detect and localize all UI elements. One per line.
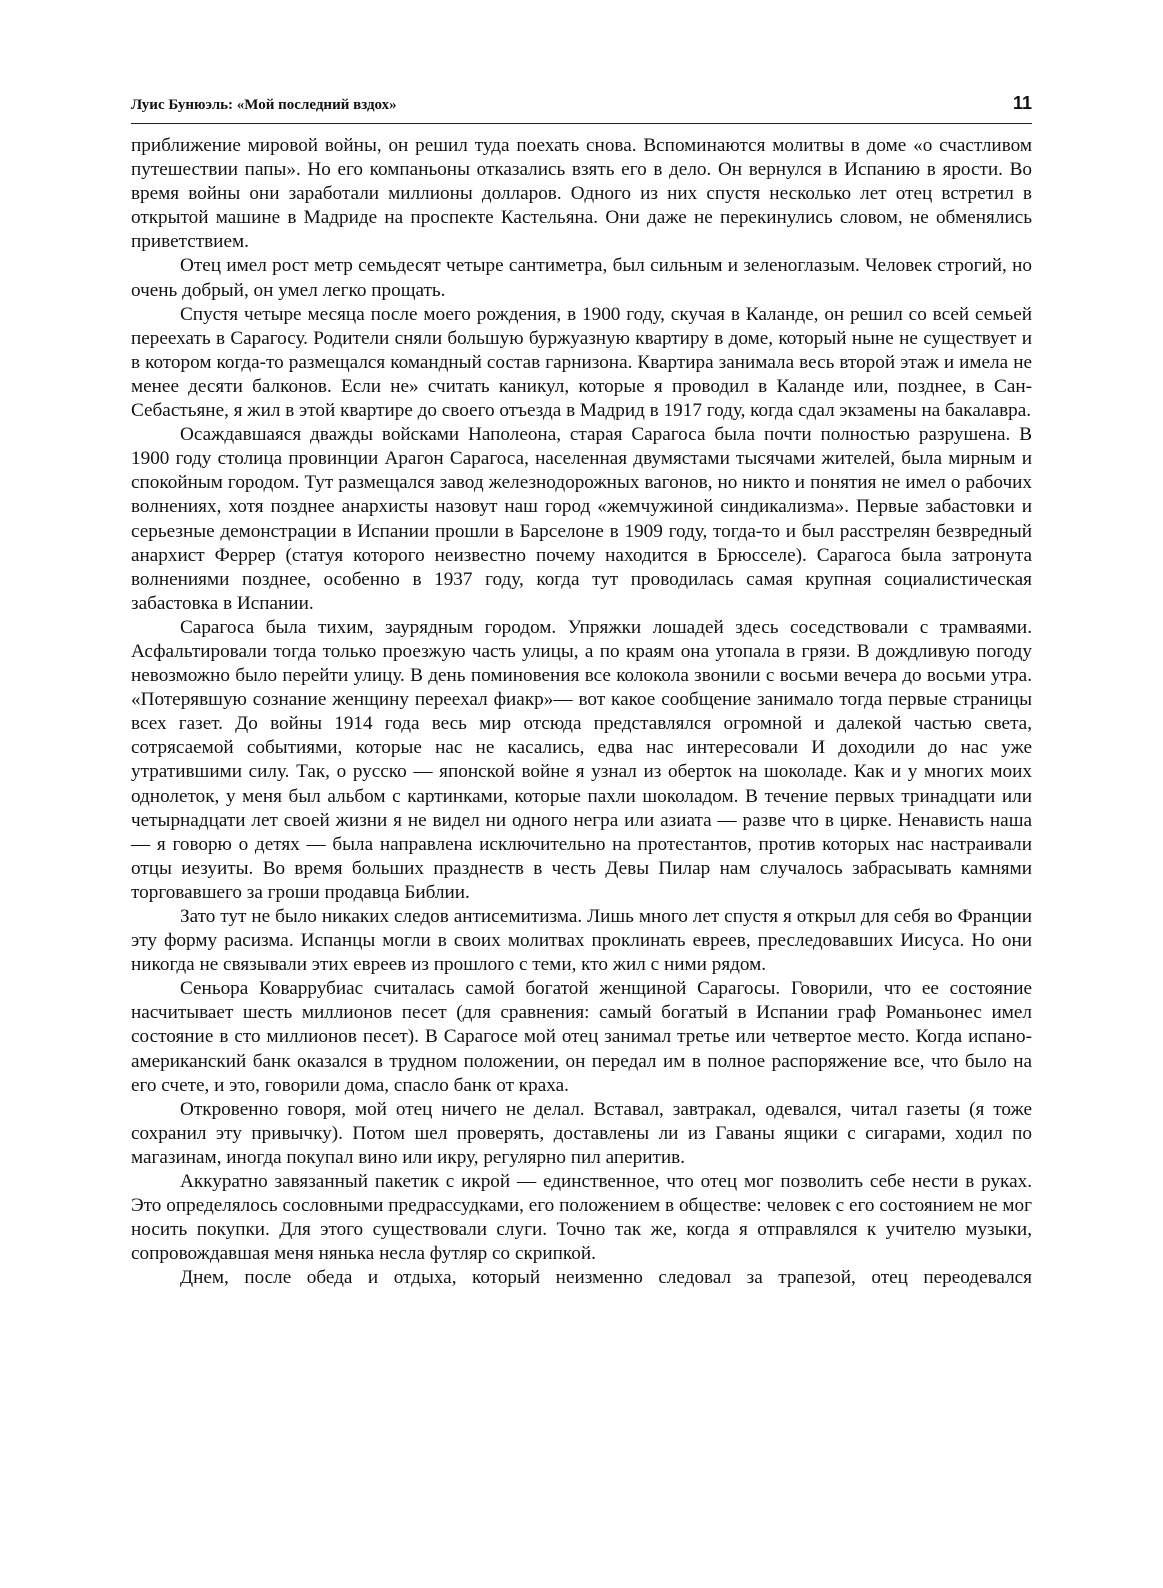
paragraph: Зато тут не было никаких следов антисемитизма. Лишь много лет спустя я открыл для себя во Франции эту форму расизма. Испанцы могли в своих молитвах проклинать евреев, преследовавших Иисуса. Но они никогда не связывали этих евреев из прошлого с теми, кто жил с ними рядом. [131, 906, 1032, 976]
paragraph: Спустя четыре месяца после моего рождения, в 1900 году, скучая в Каланде, он решил со всей семьей переехать в Сарагосу. Родители сняли большую буржуазную квартиру в доме, который ныне не существует и в котором когда-то размещался командный состав гарнизона. Квартира занимала весь второй этаж и имела не менее десяти балконов. Если не» считать каникул, которые я проводил в Каланде или, позднее, в Сан-Себастьяне, я жил в этой квартире до своего отъезда в Мадрид в 1917 году, когда сдал экзамены на бакалавра. [131, 303, 1032, 422]
book-title: Луис Бунюэль: «Мой последний вздох» [131, 97, 397, 113]
body-text [131, 134, 1032, 1291]
paragraph: Отец имел рост метр семьдесят четыре сантиметра, был сильным и зеленоглазым. Человек строгий, но очень добрый, он умел легко прощать. [131, 255, 1032, 301]
running-header [131, 91, 1032, 124]
paragraph: Осаждавшаяся дважды войсками Наполеона, старая Сарагоса была почти полностью разрушена. В 1900 году столица провинции Арагон Сарагоса, населенная двумястами тысячами жителей, была мирным и спокойным городом. Тут размещался завод железнодорожных вагонов, но никто и понятия не имел о рабочих волнениях, хотя позднее анархисты назовут наш город «жемчужиной синдикализма». Первые забастовки и серьезные демонстрации в Испании прошли в Барселоне в 1909 году, тогда-то и был расстрелян безвредный анархист Феррер (статуя которого неизвестно почему находится в Брюсселе). Сарагоса была затронута волнениями позднее, особенно в 1937 году, когда тут проводилась самая крупная социалистическая забастовка в Испании. [131, 424, 1032, 614]
paragraph: Аккуратно завязанный пакетик с икрой — единственное, что отец мог позволить себе нести в руках. Это определялось сословными предрассудками, его положением в обществе: человек с его состоянием не мог носить покупки. Для этого существовали слуги. Точно так же, когда я отправлялся к учителю музыки, сопровождавшая меня нянька несла футляр со скрипкой. [131, 1171, 1032, 1265]
paragraph: Откровенно говоря, мой отец ничего не делал. Вставал, завтракал, одевался, читал газеты (я тоже сохранил эту привычку). Потом шел проверять, доставлены ли из Гаваны ящики с сигарами, ходил по магазинам, иногда покупал вино или икру, регулярно пил аперитив. [131, 1098, 1032, 1168]
paragraph-last-line: Днем, после обеда и отдыха, который неизменно следовал за трапезой, отец переодевался [180, 1267, 1032, 1289]
paragraph-continuation: приближение мировой войны, он решил туда поехать снова. Вспоминаются молитвы в доме «о счастливом путешествии папы». Но его компаньоны отказались взять его в дело. Он вернулся в Испанию в ярости. Во время войны они заработали миллионы долларов. Одного из них спустя несколько лет отец встретил в открытой машине в Мадриде на проспекте Кастельяна. Они даже не перекинулись словом, не обменялись приветствием. [131, 135, 1032, 253]
paragraph: Сарагоса была тихим, заурядным городом. Упряжки лошадей здесь соседствовали с трамваями. Асфальтировали тогда только проезжую часть улицы, а по краям она утопала в грязи. В дождливую погоду невозможно было перейти улицу. В день поминовения все колокола звонили с восьми вечера до восьми утра. «Потерявшую сознание женщину переехал фиакр»— вот какое сообщение занимало тогда первые страницы всех газет. До войны 1914 года весь мир отсюда представлялся огромной и далекой частью света, сотрясаемой событиями, которые нас не касались, едва нас интересовали И доходили до нас уже утратившими силу. Так, о русско — японской войне я узнал из оберток на шоколаде. Как и у многих моих однолеток, у меня был альбом с картинками, которые пахли шоколадом. В течение первых тринадцати или четырнадцати лет своей жизни я не видел ни одного негра или азиата — разве что в цирке. Ненависть наша — я говорю о детях — была направлена исключительно на протестантов, против которых нас настраивали отцы иезуиты. Во время больших празднеств в честь Девы Пилар нам случалось забрасывать камнями торговавшего за гроши продавца Библии. [131, 616, 1032, 903]
page-number: 11 [1012, 93, 1032, 113]
paragraph: Сеньора Коваррубиас считалась самой богатой женщиной Сарагосы. Говорили, что ее состояние насчитывает шесть миллионов песет (для сравнения: самый богатый в Испании граф Романьонес имел состояние в сто миллионов песет). В Сарагосе мой отец занимал третье или четвертое место. Когда испано-американский банк оказался в трудном положении, он передал им в полное распоряжение все, что было на его счете, и это, говорили дома, спасло банк от краха. [131, 978, 1032, 1096]
